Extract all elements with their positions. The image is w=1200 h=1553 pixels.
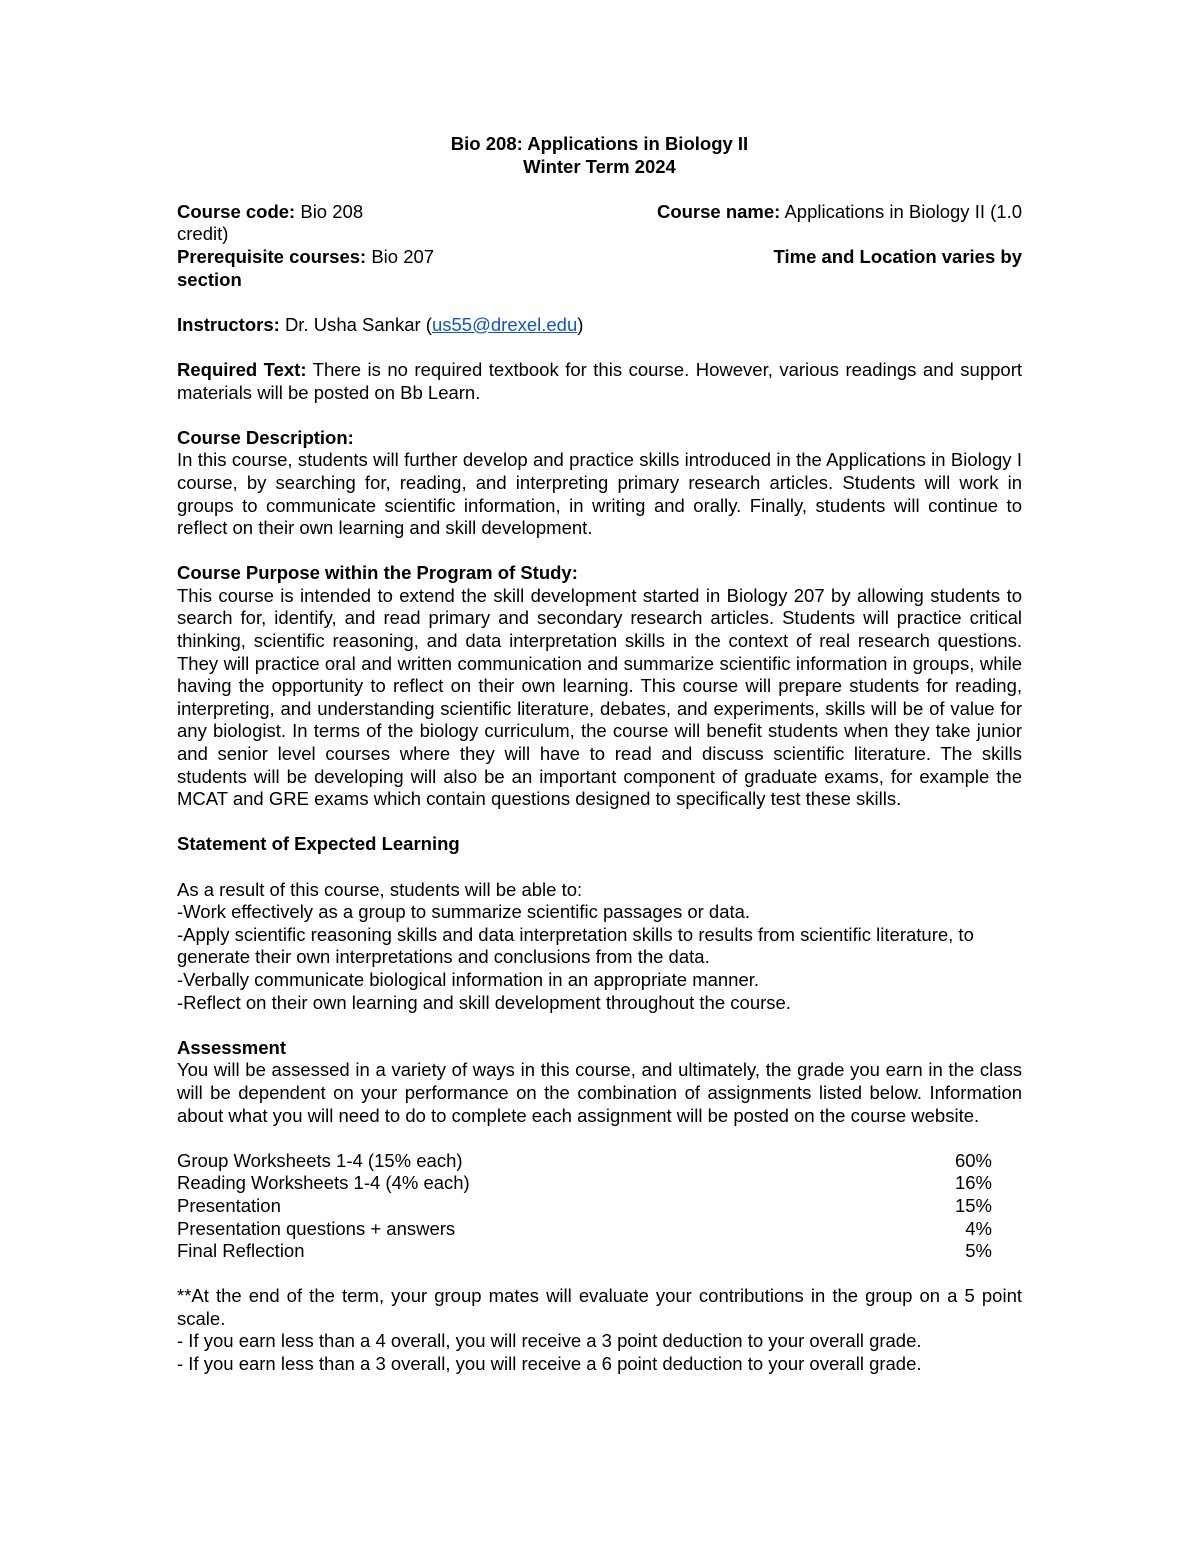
course-code-value: Bio 208	[300, 200, 364, 222]
required-text	[177, 359, 1022, 404]
course-name	[657, 201, 1022, 224]
peer-evaluation-note: **At the end of the term, your group mates will evaluate your contributions in the group on a 5 point scale.	[177, 1285, 1022, 1329]
grade-value: 16%	[954, 1172, 992, 1194]
assessment-heading: Assessment	[177, 1036, 287, 1058]
spacer	[177, 1127, 1022, 1150]
learning-item: -Work effectively as a group to summarize scientific passages or data.	[177, 901, 751, 923]
grade-item: Presentation	[177, 1194, 281, 1216]
spacer	[177, 856, 1022, 879]
deduction-item: - If you earn less than a 3 overall, you will receive a 6 point deduction to your overall grade.	[177, 1353, 922, 1375]
grade-row	[177, 1240, 992, 1263]
grade-value: 5%	[965, 1240, 992, 1262]
course-title: Bio 208: Applications in Biology II	[450, 133, 749, 154]
spacer	[177, 811, 1022, 834]
prereq-value: Bio 207	[371, 245, 435, 267]
instructors-close: )	[577, 313, 584, 335]
instructor-email-link[interactable]: us55@drexel.edu	[431, 313, 578, 335]
grade-row	[177, 1172, 992, 1195]
deduction-item: - If you earn less than a 4 overall, you will receive a 3 point deduction to your overall grade.	[177, 1330, 922, 1352]
course-description-body: In this course, students will further develop and practice skills introduced in the Applications in Biology I course, by searching for, reading, and interpreting primary research articles. Students will work in groups to communicate scientific information, in writing and orally. Finally, students will continue to reflect on their own learning and skill development.	[177, 449, 1022, 539]
expected-learning-heading: Statement of Expected Learning	[177, 833, 460, 855]
course-name-value: Applications in Biology II (1.0	[784, 200, 1022, 222]
spacer	[177, 404, 1022, 427]
time-location-note: Time and Location varies by	[773, 245, 1022, 267]
grade-value: 60%	[954, 1149, 992, 1171]
required-text-body: There is no required textbook for this course. However, various readings and support materials will be posted on Bb Learn.	[177, 358, 1022, 403]
assessment-body: You will be assessed in a variety of ways in this course, and ultimately, the grade you earn in the class will be dependent on your performance on the combination of assignments listed below. Information about what you will need to do to complete each assignment will be posted on the course website.	[177, 1059, 1022, 1126]
grade-item: Presentation questions + answers	[177, 1217, 456, 1239]
learning-item: -Apply scientific reasoning skills and data interpretation skills to results from scientific literature, to generate their own interpretations and conclusions from the data.	[177, 923, 974, 968]
instructors-label: Instructors:	[177, 313, 280, 335]
course-term: Winter Term 2024	[523, 155, 676, 177]
grade-row	[177, 1218, 992, 1241]
course-code-label: Course code:	[177, 200, 296, 222]
spacer	[177, 540, 1022, 563]
syllabus-page	[177, 133, 1022, 1376]
course-code-row	[177, 201, 1022, 224]
required-text-label: Required Text:	[177, 358, 307, 380]
course-description-heading: Course Description:	[177, 426, 354, 448]
time-location-wrap: section	[177, 268, 242, 290]
grade-item: Group Worksheets 1-4 (15% each)	[177, 1149, 463, 1171]
learning-item: -Verbally communicate biological information in an appropriate manner.	[177, 968, 760, 990]
grade-row	[177, 1195, 992, 1218]
grade-row	[177, 1150, 992, 1173]
grade-item: Final Reflection	[177, 1240, 305, 1262]
spacer	[177, 1263, 1022, 1286]
course-name-wrap: credit)	[177, 223, 229, 245]
grade-item: Reading Worksheets 1-4 (4% each)	[177, 1172, 470, 1194]
prereq-label: Prerequisite courses:	[177, 245, 367, 267]
spacer	[177, 336, 1022, 359]
spacer	[177, 291, 1022, 314]
grade-value: 15%	[954, 1194, 992, 1216]
instructors	[177, 314, 1022, 337]
instructors-value: Dr. Usha Sankar (	[284, 313, 432, 335]
grade-value: 4%	[965, 1217, 992, 1239]
grade-table	[177, 1150, 1022, 1263]
prereq-row	[177, 246, 1022, 269]
prerequisites	[177, 246, 434, 269]
course-purpose-body: This course is intended to extend the skill development started in Biology 207 by allowing students to search for, identify, and read primary and secondary research articles. Students will practice critical thinking, scientific reasoning, and data interpretation skills in the context of real research questions. They will practice oral and written communication and summarize scientific information in groups, while having the opportunity to reflect on their own learning. This course will prepare students for reading, interpreting, and understanding scientific literature, debates, and experiments, skills will be of value for any biologist. In terms of the biology curriculum, the course will benefit students when they take junior and senior level courses where they will have to read and discuss scientific literature. The skills students will be developing will also be an important component of graduate exams, for example the MCAT and GRE exams which contain questions designed to specifically test these skills.	[177, 584, 1022, 810]
learning-item: -Reflect on their own learning and skill development throughout the course.	[177, 991, 791, 1013]
spacer	[177, 178, 1022, 201]
expected-learning-intro: As a result of this course, students will be able to:	[177, 878, 583, 900]
course-purpose-heading: Course Purpose within the Program of Study:	[177, 562, 578, 584]
spacer	[177, 1014, 1022, 1037]
course-code	[177, 201, 363, 224]
course-name-label: Course name:	[656, 200, 781, 222]
